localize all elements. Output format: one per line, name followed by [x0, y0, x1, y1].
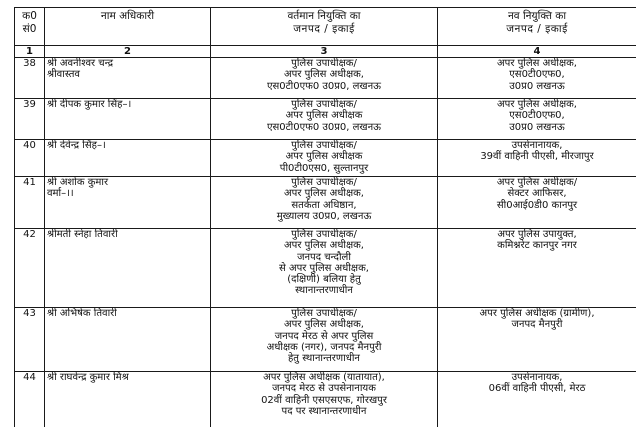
- serial-number-cell: 44: [15, 372, 45, 427]
- header-name: [45, 8, 211, 46]
- current-posting-line: हेतु स्थानान्तरणाधीन: [213, 353, 435, 364]
- current-posting-line: मुख्यालय उ0प्र0, लखनऊ: [213, 211, 435, 222]
- new-posting-cell: [438, 99, 637, 140]
- new-posting-cell: [438, 372, 637, 427]
- serial-number-cell: 39: [15, 99, 45, 140]
- header-current-line-1: वर्तमान नियुक्ति का: [213, 10, 435, 23]
- officer-name-line: श्रीवास्तव: [47, 69, 208, 80]
- current-posting-line: पुलिस उपाधीक्षक/: [213, 308, 435, 319]
- new-posting-cell: [438, 229, 637, 308]
- current-posting-line: अपर पुलिस अधीक्षक,: [213, 188, 435, 199]
- new-posting-line: अपर पुलिस अधीक्षक,: [440, 58, 634, 69]
- column-index: 1: [15, 46, 45, 58]
- current-posting-line: से अपर पुलिस अधीक्षक,: [213, 263, 435, 274]
- table-row: [15, 58, 637, 99]
- current-posting-cell: [211, 372, 438, 427]
- new-posting-line: एस0टी0एफ0,: [440, 69, 634, 80]
- officer-name-cell: [45, 58, 211, 99]
- new-posting-line: सी0आई0डी0 कानपुर: [440, 200, 634, 211]
- current-posting-line: पुलिस उपाधीक्षक/: [213, 99, 435, 110]
- current-posting-line: (दक्षिणी) बलिया हेतु: [213, 274, 435, 285]
- officer-name-cell: [45, 308, 211, 372]
- column-index: 2: [45, 46, 211, 58]
- document-page: [14, 7, 636, 427]
- current-posting-cell: [211, 229, 438, 308]
- current-posting-cell: [211, 99, 438, 140]
- officer-name-line: वर्मा–।।: [47, 188, 208, 199]
- serial-number-cell: 43: [15, 308, 45, 372]
- table-row: [15, 229, 637, 308]
- table-row: [15, 140, 637, 177]
- current-posting-line: पुलिस उपाधीक्षक/: [213, 58, 435, 69]
- column-index: 3: [211, 46, 438, 58]
- column-index: 4: [438, 46, 637, 58]
- new-posting-cell: [438, 58, 637, 99]
- new-posting-line: उ0प्र0 लखनऊ: [440, 122, 634, 133]
- serial-number-cell: 40: [15, 140, 45, 177]
- new-posting-line: अपर पुलिस अधीक्षक (ग्रामीण),: [440, 308, 634, 319]
- officer-name-line: श्री दीपक कुमार सिंह–।: [47, 99, 208, 110]
- current-posting-line: पुलिस उपाधीक्षक/: [213, 140, 435, 151]
- header-new-posting: [438, 8, 637, 46]
- new-posting-line: अपर पुलिस अधीक्षक,: [440, 99, 634, 110]
- current-posting-line: अपर पुलिस अधीक्षक: [213, 151, 435, 162]
- new-posting-line: उपसेनानायक,: [440, 372, 634, 383]
- new-posting-line: एस0टी0एफ0,: [440, 110, 634, 121]
- header-name-line-1: नाम अधिकारी: [47, 10, 208, 23]
- current-posting-line: पद पर स्थानान्तरणाधीन: [213, 406, 435, 417]
- current-posting-line: अपर पुलिस अधीक्षक,: [213, 240, 435, 251]
- current-posting-cell: [211, 58, 438, 99]
- column-index-row: [15, 46, 637, 58]
- header-new-line-1: नव नियुक्ति का: [440, 10, 634, 23]
- header-sno-line-2: सं0: [17, 23, 42, 36]
- serial-number-cell: 38: [15, 58, 45, 99]
- new-posting-line: जनपद मैनपुरी: [440, 319, 634, 330]
- table-row: [15, 372, 637, 427]
- current-posting-line: अपर पुलिस अधीक्षक (यातायात),: [213, 372, 435, 383]
- current-posting-cell: [211, 308, 438, 372]
- current-posting-line: अपर पुलिस अधीक्षक: [213, 110, 435, 121]
- header-sno: [15, 8, 45, 46]
- officer-name-line: श्री राघवेन्द्र कुमार मिश्र: [47, 372, 208, 383]
- current-posting-line: अपर पुलिस अधीक्षक,: [213, 69, 435, 80]
- new-posting-line: उ0प्र0 लखनऊ: [440, 81, 634, 92]
- current-posting-line: जनपद मेरठ से उपसेनानायक: [213, 383, 435, 394]
- current-posting-line: अधीक्षक (नगर), जनपद मैनपुरी: [213, 342, 435, 353]
- current-posting-line: एस0टी0एफ0 उ0प्र0, लखनऊ: [213, 81, 435, 92]
- current-posting-line: पुलिस उपाधीक्षक/: [213, 229, 435, 240]
- current-posting-line: एस0टी0एफ0 उ0प्र0, लखनऊ: [213, 122, 435, 133]
- new-posting-cell: [438, 140, 637, 177]
- officer-name-cell: [45, 177, 211, 229]
- new-posting-line: कमिश्नरेट कानपुर नगर: [440, 240, 634, 251]
- header-current-posting: [211, 8, 438, 46]
- current-posting-cell: [211, 177, 438, 229]
- officer-name-cell: [45, 99, 211, 140]
- table-row: [15, 99, 637, 140]
- officer-name-cell: [45, 140, 211, 177]
- current-posting-line: जनपद चन्दौली: [213, 252, 435, 263]
- transfer-table: [14, 7, 636, 427]
- table-body: [15, 58, 637, 427]
- new-posting-line: अपर पुलिस अधीक्षक/: [440, 177, 634, 188]
- new-posting-cell: [438, 177, 637, 229]
- officer-name-line: श्री अवनीश्वर चन्द्र: [47, 58, 208, 69]
- new-posting-line: अपर पुलिस उपायुक्त,: [440, 229, 634, 240]
- officer-name-line: श्रीमती स्नेहा तिवारी: [47, 229, 208, 240]
- current-posting-line: सतर्कता अधिष्ठान,: [213, 200, 435, 211]
- current-posting-line: स्थानान्तरणाधीन: [213, 285, 435, 296]
- table-row: [15, 177, 637, 229]
- new-posting-cell: [438, 308, 637, 372]
- new-posting-line: सेक्टर आफिसर,: [440, 188, 634, 199]
- current-posting-line: जनपद मेरठ से अपर पुलिस: [213, 331, 435, 342]
- current-posting-line: 02वीं वाहिनी एसएसएफ, गोरखपुर: [213, 395, 435, 406]
- serial-number-cell: 41: [15, 177, 45, 229]
- new-posting-line: उपसेनानायक,: [440, 140, 634, 151]
- new-posting-line: 39वीं वाहिनी पीएसी, मीरजापुर: [440, 151, 634, 162]
- current-posting-line: अपर पुलिस अधीक्षक,: [213, 319, 435, 330]
- officer-name-line: श्री देवेन्द्र सिंह–।: [47, 140, 208, 151]
- officer-name-cell: [45, 229, 211, 308]
- current-posting-line: पुलिस उपाधीक्षक/: [213, 177, 435, 188]
- current-posting-line: पी0टी0एस0, सुल्तानपुर: [213, 163, 435, 174]
- new-posting-line: 06वीं वाहिनी पीएसी, मेरठ: [440, 383, 634, 394]
- officer-name-line: श्री अभिषेक तिवारी: [47, 308, 208, 319]
- table-row: [15, 308, 637, 372]
- serial-number-cell: 42: [15, 229, 45, 308]
- header-sno-line-1: क0: [17, 10, 42, 23]
- header-row: [15, 8, 637, 46]
- officer-name-cell: [45, 372, 211, 427]
- header-new-line-2: जनपद / इकाई: [440, 23, 634, 36]
- officer-name-line: श्री अशोक कुमार: [47, 177, 208, 188]
- current-posting-cell: [211, 140, 438, 177]
- header-current-line-2: जनपद / इकाई: [213, 23, 435, 36]
